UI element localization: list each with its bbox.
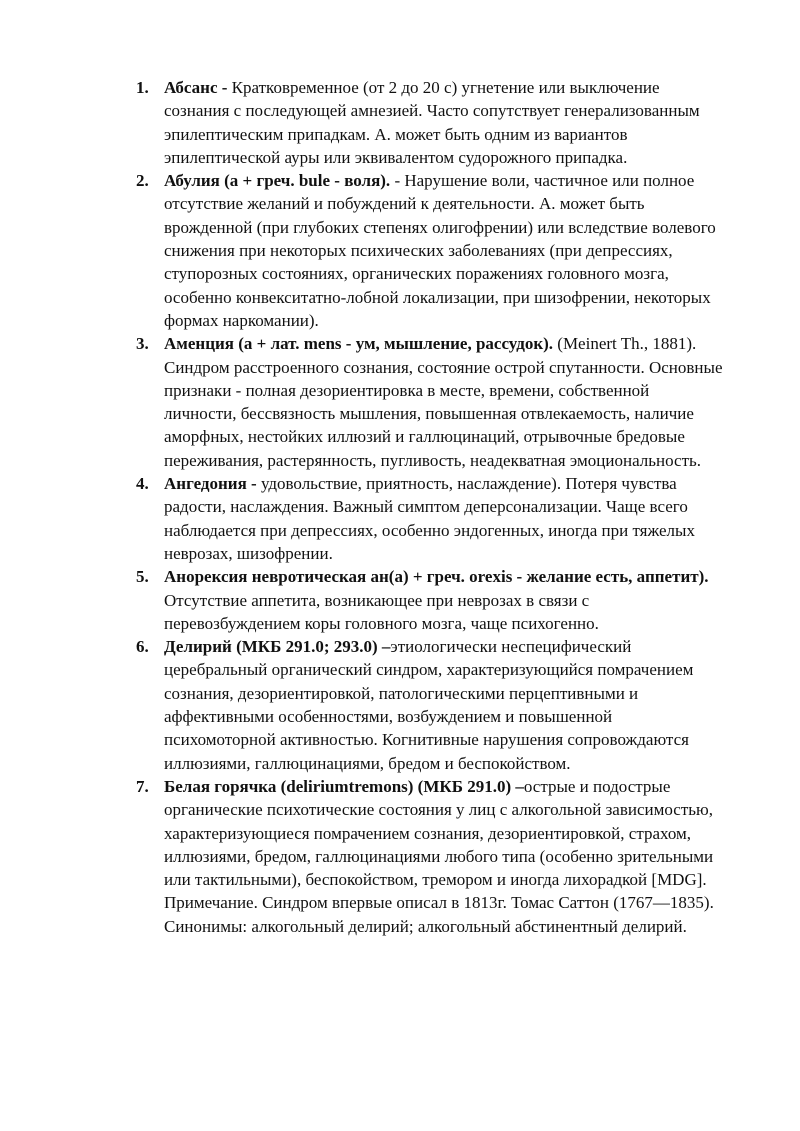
entry-term: Белая горячка (deliriumtremons) (МКБ 291.0) – [164,776,524,796]
entry-number: 2. [136,171,149,191]
entry-number: 3. [136,334,149,354]
entry-number: 7. [136,776,149,796]
glossary-list [136,76,724,938]
entry-term: Анорексия невротическая ан(а) + греч. orexis - желание есть, аппетит). [164,567,709,587]
entry-term: Абсанс - [164,78,232,97]
entry-definition: - Нарушение воли, частичное или полное отсутствие желаний и побуждений к деятельности. А. может быть врожденной (при глубоких степенях олигофрении) или вследствие волевого снижения при некоторых психических заболеваниях (при депрессиях, ступорозных состояниях, органических поражениях головного мозга, особенно конвекситатно-лобной локализации, при шизофрении, некоторых формах наркомании). [164,171,716,330]
glossary-entry-7 [136,775,724,938]
entry-number: 5. [136,567,149,587]
entry-definition: удовольствие, приятность, наслаждение). Потеря чувства радости, наслаждения. Важный симптом деперсонализации. Чаще всего наблюдается при депрессиях, особенно эндогенных, иногда при тяжелых неврозах, шизофрении. [164,474,695,563]
glossary-entry-1 [136,76,724,169]
entry-number: 1. [136,78,149,97]
entry-term: Делирий (МКБ 291.0; 293.0) – [164,637,391,657]
glossary-entry-6 [136,635,724,775]
glossary-entry-2 [136,169,724,332]
glossary-entry-4 [136,472,724,565]
entry-definition: (Meinert Th., 1881). Синдром расстроенного сознания, состояние острой спутанности. Основные признаки - полная дезориентировка в месте, времени, собственной личности, бессвязность мышления, повышенная отвлекаемость, наличие аморфных, нестойких иллюзий и галлюцинаций, отрывочные бредовые переживания, растерянность, пугливость, неадекватная эмоциональность. [164,334,723,470]
entry-term: Ангедония - [164,474,257,494]
entry-definition: Кратковременное (от 2 до 20 с) угнетение или выключение сознания с последующей амнезией. Часто сопутствует генерализованным эпилептическим припадкам. А. может быть одним из вариантов эпилептической ауры или эквивалентом судорожного припадка. [164,78,700,167]
entry-number: 4. [136,474,149,494]
entry-definition: этиологически неспецифический церебральный органический синдром, характеризующийся помрачением сознания, дезориентировкой, патологическими перцептивными и аффективными особенностями, возбуждением и повышенной психомоторной активностью. Когнитивные нарушения сопровождаются иллюзиями, галлюцинациями, бредом и беспокойством. [164,637,694,773]
entry-definition: Отсутствие аппетита, возникающее при неврозах в связи с перевозбуждением коры головного мозга, чаще психогенно. [164,590,599,633]
entry-term: Абулия (а + греч. bule - воля). [164,171,391,191]
glossary-entry-3 [136,332,724,472]
entry-term: Аменция (а + лат. mens - ум, мышление, рассудок). [164,334,554,354]
entry-number: 6. [136,637,149,657]
entry-definition: острые и подострые органические психотические состояния у лиц с алкогольной зависимостью, характеризующиеся помрачением сознания, дезориентировкой, страхом, иллюзиями, бредом, галлюцинациями любого типа (особенно зрительными или тактильными), беспокойством, тремором и иногда лихорадкой [MDG]. Примечание. Синдром впервые описал в 1813г. Томас Саттон (1767—1835). Синонимы: алкогольный делирий; алкогольный абстинентный делирий. [164,776,714,936]
glossary-entry-5 [136,565,724,635]
